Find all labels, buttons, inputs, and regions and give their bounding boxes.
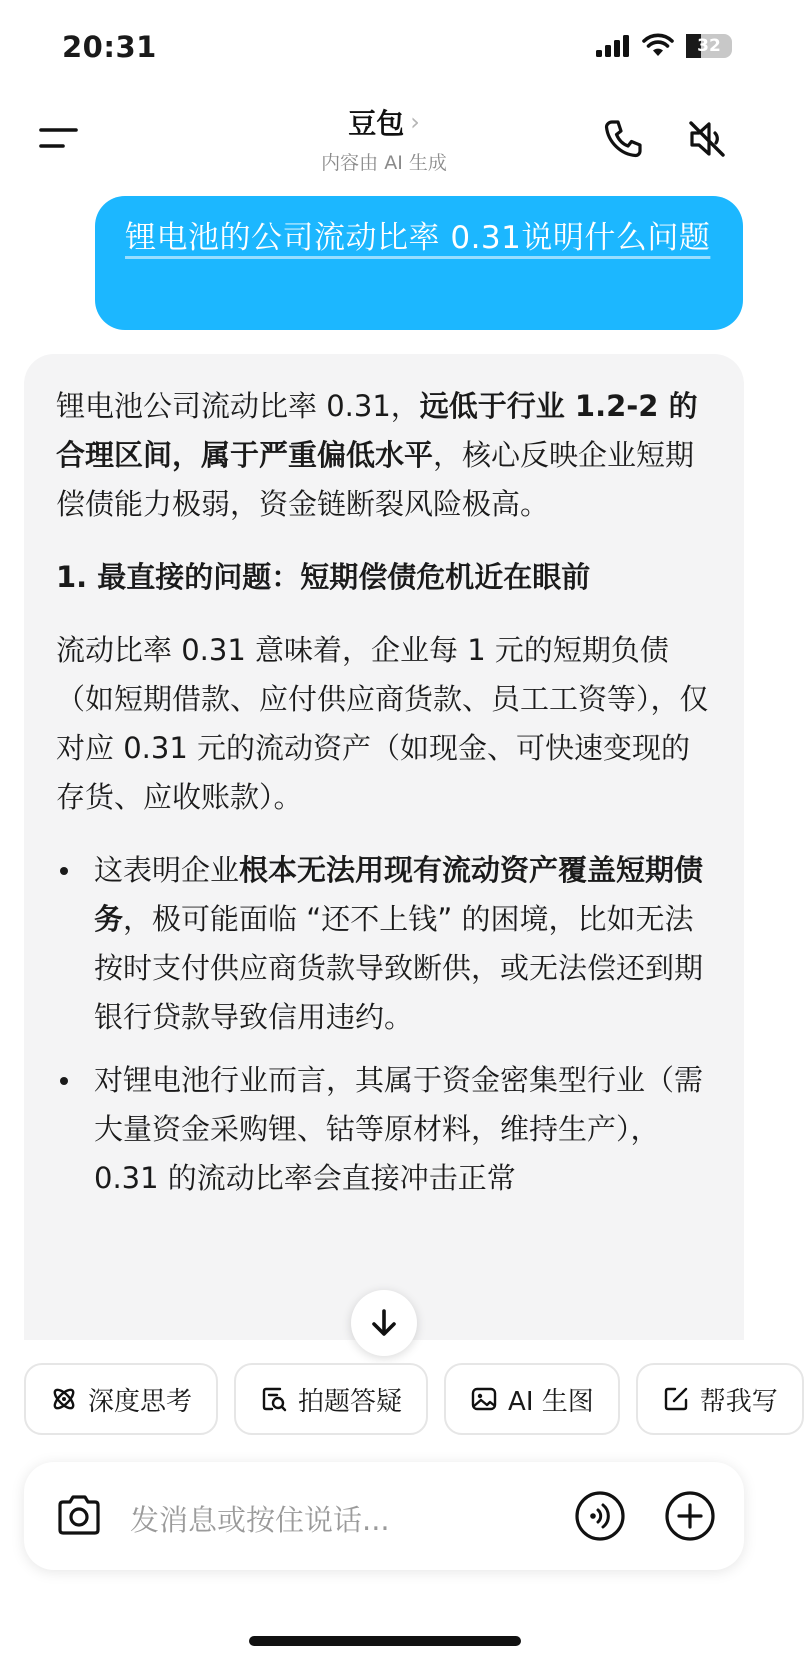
battery-icon — [686, 34, 732, 58]
voice-icon — [574, 1490, 626, 1542]
chip-help-write[interactable] — [636, 1363, 804, 1435]
voice-input-button[interactable] — [574, 1490, 626, 1542]
message-input[interactable]: 发消息或按住说话... — [130, 1503, 390, 1537]
battery-level: 32 — [697, 36, 721, 56]
intro-text-2: ，核心反映企业短期偿债能力极弱，资金链断裂风险极高。 — [56, 438, 695, 521]
ai-heading-1: 1. 最直接的问题：短期偿债危机近在眼前 — [56, 560, 591, 594]
bullet-1-bold-text: 根本无法用现有流动资产覆盖短期债务 — [94, 853, 704, 936]
status-icons — [596, 34, 732, 58]
chip-label: AI 生图 — [508, 1386, 594, 1417]
bot-name[interactable] — [348, 102, 420, 142]
bullet-1-text-2: ，极可能面临 “还不上钱” 的困境，比如无法按时支付供应商货款导致断供，或无法偿还到期银行贷款导致信用违约。 — [94, 902, 704, 1034]
list-item — [56, 1056, 712, 1203]
chat-header — [0, 96, 768, 180]
speaker-muted-icon — [682, 114, 732, 164]
scroll-to-bottom-button[interactable] — [351, 1290, 417, 1356]
scan-question-icon — [260, 1385, 288, 1413]
ai-bullet-list — [56, 846, 712, 1203]
status-time: 20:31 — [62, 30, 157, 64]
signal-icon — [596, 35, 630, 57]
chip-ai-image[interactable] — [444, 1363, 620, 1435]
chip-label: 拍题答疑 — [298, 1386, 403, 1417]
camera-icon — [54, 1492, 104, 1538]
user-message-bubble[interactable] — [95, 196, 743, 330]
chip-label: 帮我写 — [699, 1386, 778, 1417]
chevron-right-icon: › — [410, 108, 420, 136]
user-message-text: 锂电池的公司流动比率 0.31说明什么问题 — [125, 220, 711, 256]
status-bar — [0, 0, 768, 96]
edit-icon — [662, 1385, 690, 1413]
voice-call-button[interactable] — [598, 114, 648, 164]
bullet-2-text: 对锂电池行业而言，其属于资金密集型行业（需大量资金采购锂、钴等原材料，维持生产），0.31 的流动比率会直接冲击正常 — [94, 1063, 704, 1195]
ai-response-card — [24, 354, 744, 1354]
list-item — [56, 846, 712, 1042]
wifi-icon — [642, 34, 674, 58]
camera-button[interactable] — [54, 1492, 104, 1538]
speaker-mute-button[interactable] — [682, 114, 732, 164]
bot-name-text: 豆包 — [348, 107, 405, 140]
chip-deep-think[interactable] — [24, 1363, 218, 1435]
chip-label: 深度思考 — [88, 1386, 193, 1417]
plus-icon — [664, 1490, 716, 1542]
chip-photo-question[interactable] — [234, 1363, 428, 1435]
quick-actions — [24, 1363, 804, 1435]
message-input-bar — [24, 1462, 744, 1570]
ai-disclaimer: 内容由 AI 生成 — [321, 152, 447, 174]
atom-icon — [50, 1385, 78, 1413]
intro-bold-text: 远低于行业 1.2-2 的合理区间，属于严重偏低水平 — [56, 389, 698, 472]
bullet-1-text-1: 这表明企业 — [94, 853, 240, 887]
arrow-down-icon — [368, 1307, 400, 1339]
home-indicator[interactable] — [249, 1636, 521, 1646]
image-icon — [470, 1385, 498, 1413]
more-button[interactable] — [664, 1490, 716, 1542]
phone-icon — [598, 114, 648, 164]
ai-paragraph-1: 流动比率 0.31 意味着，企业每 1 元的短期负债（如短期借款、应付供应商货款、员工工资等），仅对应 0.31 元的流动资产（如现金、可快速变现的存货、应收账款）。 — [56, 633, 709, 814]
header-center[interactable] — [0, 102, 768, 175]
ai-intro-paragraph — [56, 382, 712, 529]
intro-text-1: 锂电池公司流动比率 0.31， — [56, 389, 420, 423]
